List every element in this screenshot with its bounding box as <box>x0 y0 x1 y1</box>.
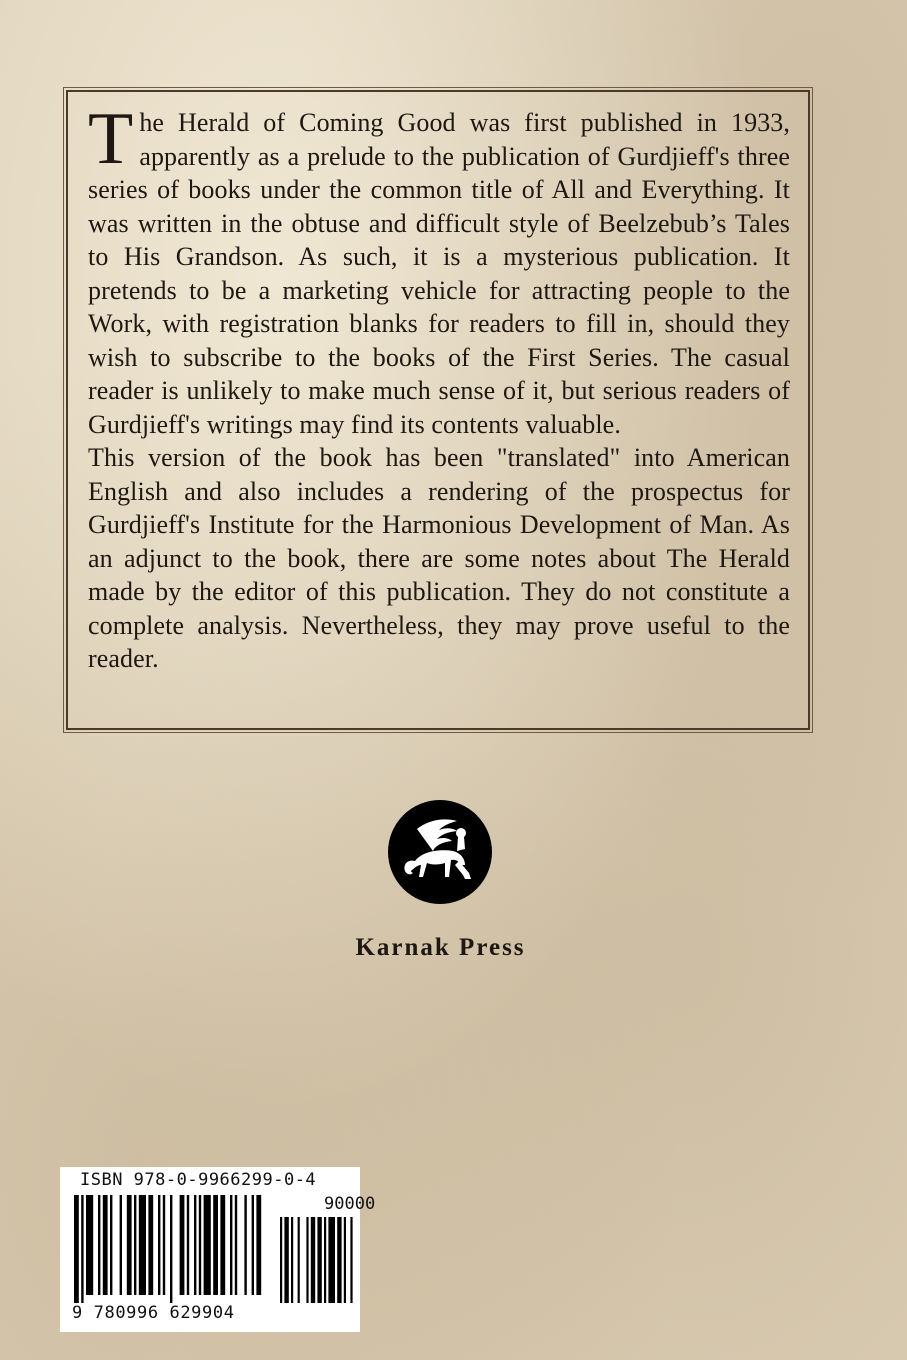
isbn-label: ISBN 978-0-9966299-0-4 <box>80 1170 317 1190</box>
description-paragraph-2: This version of the book has been "translated" into American English and also includes a rendering of the prospectus for Gurdjieff's Institute for the Harmonious Development of Man. As an adjunct to the book, there are some notes about The Herald made by the editor of this publication. They do not constitute a complete analysis. Nevertheless, they may prove useful to the reader. <box>88 443 790 673</box>
barcode-bar <box>134 1195 136 1295</box>
addon-bar <box>311 1217 315 1303</box>
barcode-bar <box>180 1195 185 1295</box>
addon-bar <box>324 1217 326 1303</box>
paragraph-1-text: he Herald of Coming Good was first published in 1933, apparently as a prelude to the publication of Gurdjieff's three series of books under the common title of All and Everything. It was written in the obtuse and difficult style of Beelzebub’s Tales to His Grandson. As such, it is a mysterious publication. It pretends to be a marketing vehicle for attracting people to the Work, with registration blanks for readers to fill in, should they wish to subscribe to the books of the First Series. The casual reader is unlikely to make much sense of it, but serious readers of Gurdjieff's writings may find its contents valuable. <box>88 108 790 439</box>
barcode-bar <box>204 1195 211 1295</box>
barcode-addon-digits: 90000 <box>324 1194 376 1214</box>
isbn-barcode <box>60 1167 376 1332</box>
addon-bar <box>284 1217 288 1303</box>
barcode-bar <box>103 1195 108 1295</box>
addon-bar <box>306 1217 308 1303</box>
barcode-bar <box>230 1195 232 1295</box>
barcode-bar <box>110 1195 112 1295</box>
barcode-bar <box>220 1195 225 1295</box>
barcode-bar <box>74 1195 79 1303</box>
barcode-bar <box>235 1195 237 1295</box>
barcode-bar <box>244 1195 246 1295</box>
barcode-bar <box>98 1195 100 1295</box>
addon-bar <box>344 1217 346 1303</box>
addon-bar <box>317 1217 321 1303</box>
barcode-bar <box>86 1195 93 1295</box>
barcode-bar <box>120 1195 122 1295</box>
addon-bar <box>328 1217 335 1303</box>
description-paragraph-1 <box>88 98 790 441</box>
barcode-bar <box>158 1195 160 1295</box>
addon-bar <box>350 1217 352 1303</box>
barcode-bar <box>187 1195 189 1295</box>
barcode-bar <box>170 1195 172 1303</box>
addon-bar <box>337 1217 341 1303</box>
barcode-bar <box>213 1195 218 1295</box>
barcode-bar <box>163 1195 165 1295</box>
barcode-bar <box>252 1195 254 1295</box>
barcode-bar <box>199 1195 201 1295</box>
ean-digits: 9 780996 629904 <box>72 1303 235 1323</box>
description-box <box>66 90 810 730</box>
barcode-bars <box>74 1195 354 1307</box>
drop-cap: T <box>88 98 134 180</box>
barcode-bar <box>256 1195 261 1295</box>
barcode-bar <box>194 1195 196 1295</box>
addon-bar <box>291 1217 293 1303</box>
publisher-name: Karnak Press <box>355 934 526 961</box>
barcode-bar <box>81 1195 83 1303</box>
barcode-bar <box>148 1195 153 1295</box>
barcode-bar <box>139 1195 146 1295</box>
addon-bar <box>280 1217 282 1303</box>
barcode-bar <box>127 1195 132 1295</box>
addon-bar <box>298 1217 300 1303</box>
sphinx-icon <box>387 799 493 905</box>
